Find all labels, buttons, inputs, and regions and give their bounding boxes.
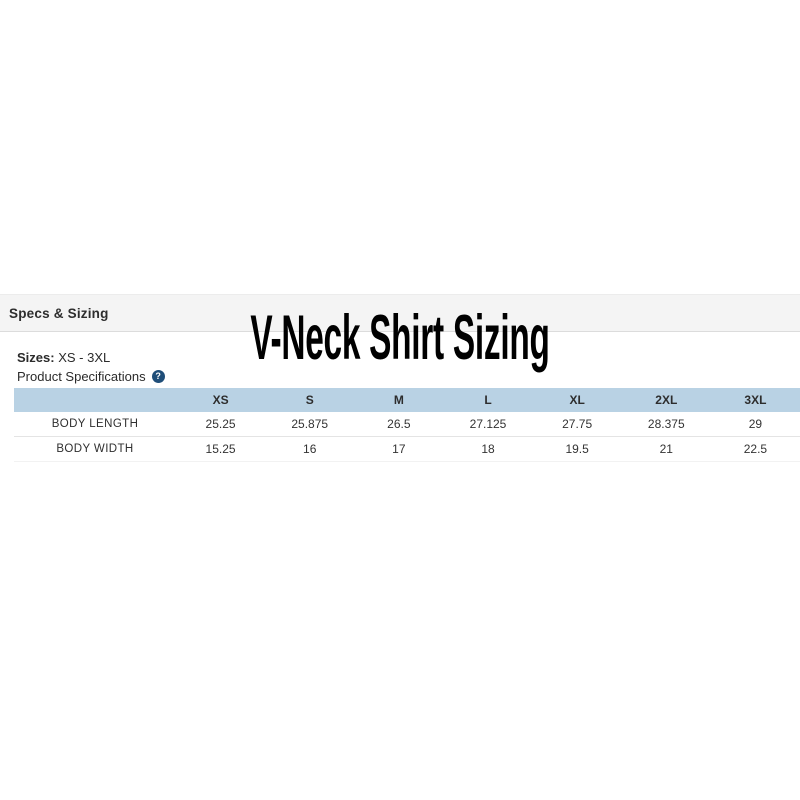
value-cell: 28.375: [647, 416, 685, 431]
help-icon[interactable]: ?: [152, 370, 165, 383]
value-cell: 22.5: [743, 441, 768, 456]
header-cell-s: S: [305, 393, 314, 407]
header-cell-3xl: 3XL: [744, 393, 767, 407]
value-cell: 21: [659, 441, 673, 456]
sizes-value: XS - 3XL: [58, 350, 111, 365]
value-cell: 19.5: [565, 441, 589, 456]
value-cell: 18: [481, 441, 495, 456]
product-specifications-label: Product Specifications: [17, 369, 146, 384]
row-label-cell: BODY LENGTH: [51, 417, 139, 430]
table-row-body-width: [14, 436, 800, 461]
sizes-label: Sizes:: [17, 350, 55, 365]
header-cell-xs: XS: [212, 393, 229, 407]
header-cell-m: M: [393, 393, 404, 407]
value-cell: 17: [392, 441, 406, 456]
sizing-table: [14, 388, 800, 462]
header-cell-2xl: 2XL: [655, 393, 678, 407]
value-cell: 25.875: [291, 416, 329, 431]
header-cell-l: L: [484, 393, 492, 407]
value-cell: 15.25: [205, 441, 236, 456]
specs-sizing-label: Specs & Sizing: [9, 305, 109, 321]
row-label-cell: BODY WIDTH: [56, 442, 134, 455]
value-cell: 16: [303, 441, 317, 456]
sizes-range-line: [17, 350, 110, 365]
value-cell: 27.75: [562, 416, 593, 431]
table-corner-cell: [14, 388, 176, 412]
header-cell-xl: XL: [569, 393, 585, 407]
page-title: V-Neck Shirt Sizing: [250, 303, 550, 373]
value-cell: 26.5: [387, 416, 411, 431]
table-header-row: [14, 388, 800, 412]
value-cell: 29: [748, 416, 763, 431]
value-cell: 27.125: [469, 416, 507, 431]
value-cell: 25.25: [205, 416, 236, 431]
table-row-body-length: [14, 412, 800, 436]
product-specifications-line: [17, 369, 165, 384]
